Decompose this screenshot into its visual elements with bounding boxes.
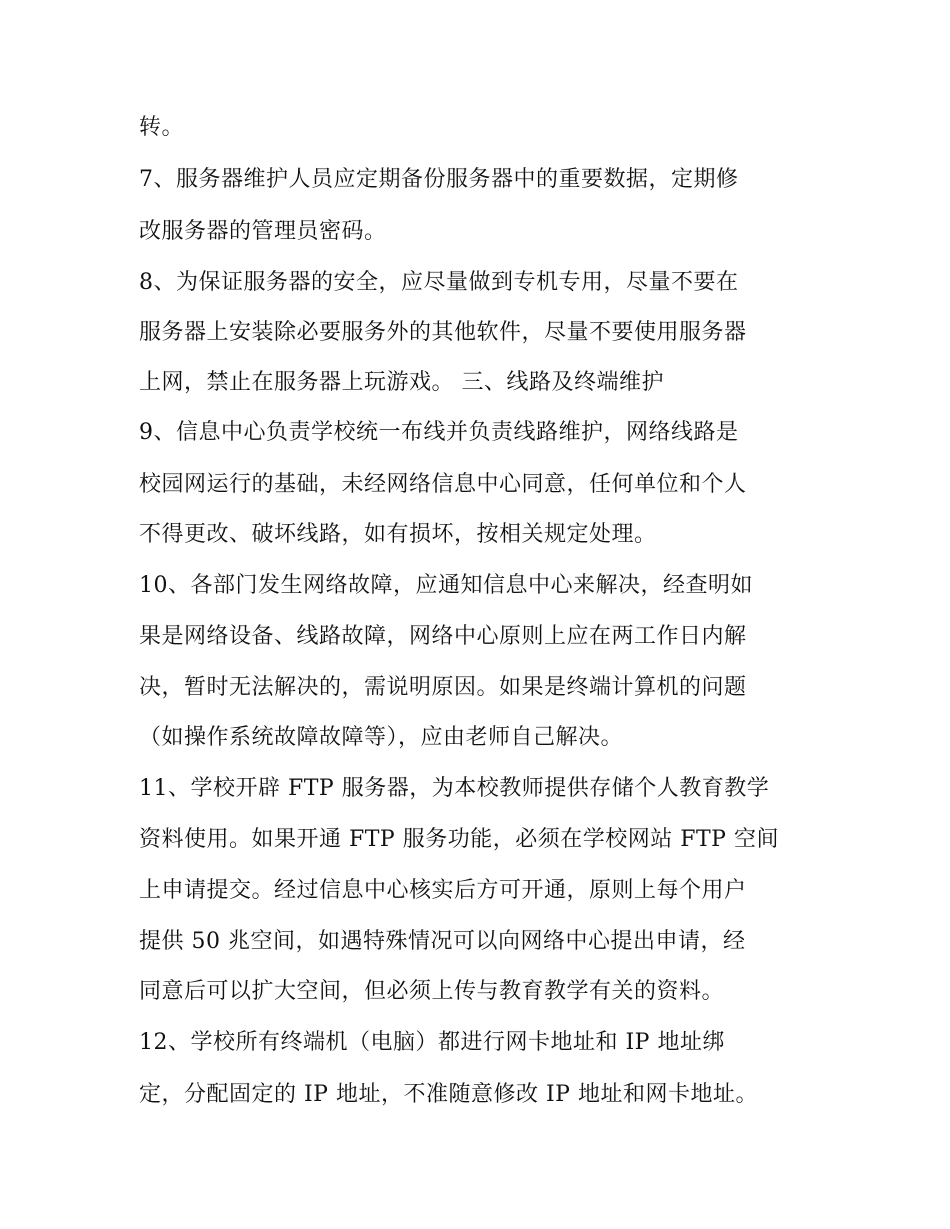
text-line: 10、各部门发生网络故障，应通知信息中心来解决，经查明如 bbox=[139, 573, 753, 598]
text-line: 定，分配固定的 IP 地址，不准随意修改 IP 地址和网卡地址。 bbox=[139, 1082, 758, 1107]
text-line: 转。 bbox=[139, 115, 185, 140]
text-line: 上申请提交。经过信息中心核实后方可开通，原则上每个用户 bbox=[139, 878, 747, 903]
text-line: （如操作系统故障故障等），应由老师自己解决。 bbox=[139, 725, 624, 750]
text-line: 8、为保证服务器的安全，应尽量做到专机专用，尽量不要在 bbox=[139, 270, 739, 295]
text-line: 改服务器的管理员密码。 bbox=[139, 219, 387, 244]
text-line: 不得更改、破坏线路，如有损坏，按相关规定处理。 bbox=[139, 522, 657, 547]
text-line: 11、学校开辟 FTP 服务器，为本校教师提供存储个人教育教学 bbox=[139, 776, 770, 801]
text-line: 9、信息中心负责学校统一布线并负责线路维护，网络线路是 bbox=[139, 420, 739, 445]
text-line: 果是网络设备、线路故障，网络中心原则上应在两工作日内解 bbox=[139, 624, 747, 649]
text-line: 资料使用。如果开通 FTP 服务功能，必须在学校网站 FTP 空间 bbox=[139, 827, 779, 852]
text-line: 校园网运行的基础，未经网络信息中心同意，任何单位和个人 bbox=[139, 472, 747, 497]
text-line: 提供 50 兆空间，如遇特殊情况可以向网络中心提出申请，经 bbox=[139, 929, 746, 954]
text-line: 同意后可以扩大空间，但必须上传与教育教学有关的资料。 bbox=[139, 979, 725, 1004]
text-line: 决，暂时无法解决的，需说明原因。如果是终端计算机的问题 bbox=[139, 675, 747, 700]
text-line: 12、学校所有终端机（电脑）都进行网卡地址和 IP 地址绑 bbox=[139, 1030, 725, 1055]
text-line: 上网，禁止在服务器上玩游戏。 三、线路及终端维护 bbox=[139, 370, 664, 395]
text-line: 7、服务器维护人员应定期备份服务器中的重要数据，定期修 bbox=[139, 167, 739, 192]
text-line: 服务器上安装除必要服务外的其他软件，尽量不要使用服务器 bbox=[139, 320, 747, 345]
